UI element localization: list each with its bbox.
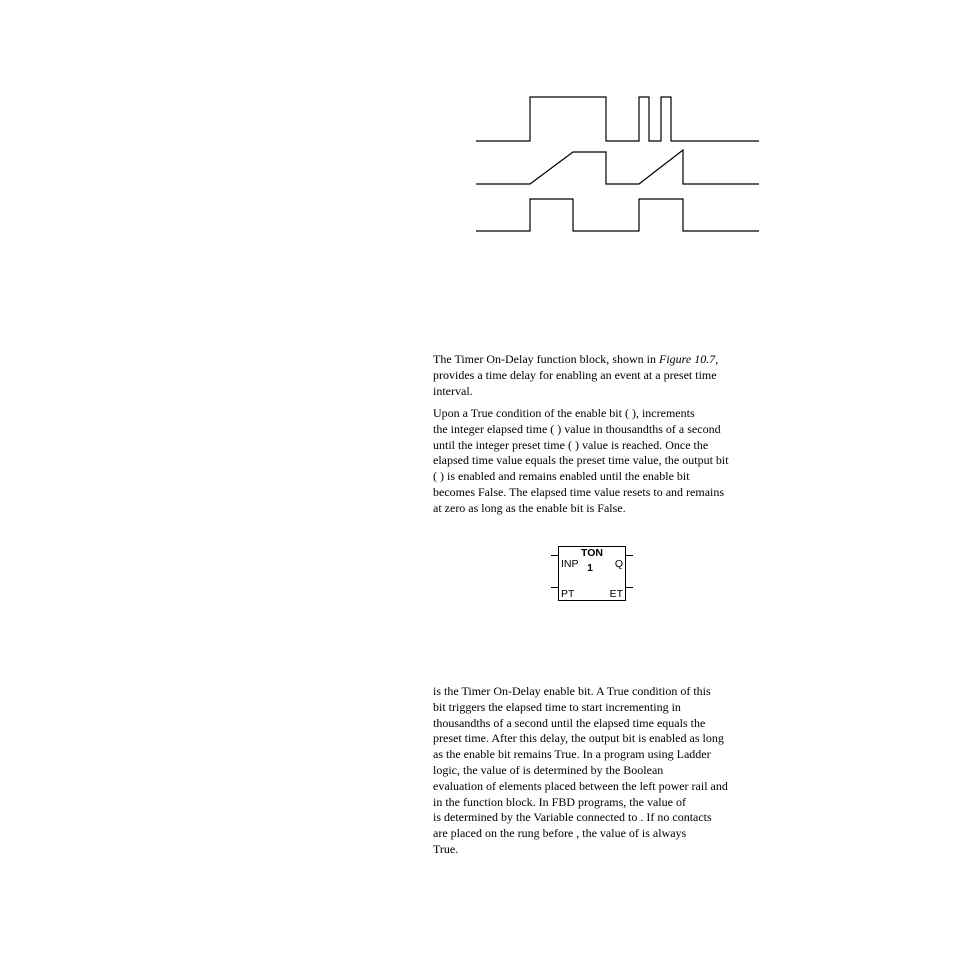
- description-line: becomes False. The elapsed time value resets to and remains: [433, 484, 725, 499]
- enable-line: logic, the value of is determined by the Boolean: [433, 762, 664, 777]
- enable-line: are placed on the rung before , the value of is always: [433, 826, 687, 841]
- description-line: at zero as long as the enable bit is False.: [433, 500, 626, 515]
- description-line: ( ) is enabled and remains enabled until the enable bit: [433, 469, 690, 484]
- intro-line-2: provides a time delay for enabling an event at a preset time: [433, 367, 717, 382]
- enable-line: bit triggers the elapsed time to start incrementing in: [433, 699, 681, 714]
- intro-text: The Timer On-Delay function block, shown in: [433, 352, 659, 366]
- description-line: Upon a True condition of the enable bit ( ), increments: [433, 406, 695, 420]
- block-instance-number: 1: [587, 562, 593, 574]
- pt-label: PT: [561, 588, 575, 600]
- enable-line: preset time. After this delay, the output bit is enabled as long: [433, 731, 724, 746]
- enable-line: thousandths of a second until the elapsed time equals the: [433, 715, 706, 730]
- figure-reference-link[interactable]: Figure 10.7: [658, 352, 716, 366]
- enable-line: True.: [433, 841, 459, 856]
- description-line: until the integer preset time ( ) value is reached. Once the: [433, 437, 709, 452]
- enable-line: as the enable bit remains True. In a program using Ladder: [433, 747, 711, 762]
- enable-line: is determined by the Variable connected to . If no contacts: [433, 810, 712, 825]
- q-label: Q: [614, 558, 623, 570]
- enable-line: is the Timer On-Delay enable bit. A True condition of this: [433, 684, 711, 698]
- et-label: ET: [609, 588, 623, 600]
- description-line: elapsed time value equals the preset time value, the output bit: [433, 453, 729, 468]
- enable-line: in the function block. In FBD programs, the value of: [433, 794, 686, 809]
- block-name: TON: [581, 547, 603, 559]
- intro-line-3: interval.: [433, 383, 473, 398]
- inp-label: INP: [561, 558, 579, 570]
- enable-line: evaluation of elements placed between the left power rail and: [433, 778, 728, 793]
- enable-bit-paragraph: [433, 684, 728, 858]
- intro-comma: ,: [715, 352, 719, 366]
- description-line: the integer elapsed time ( ) value in thousandths of a second: [433, 421, 721, 436]
